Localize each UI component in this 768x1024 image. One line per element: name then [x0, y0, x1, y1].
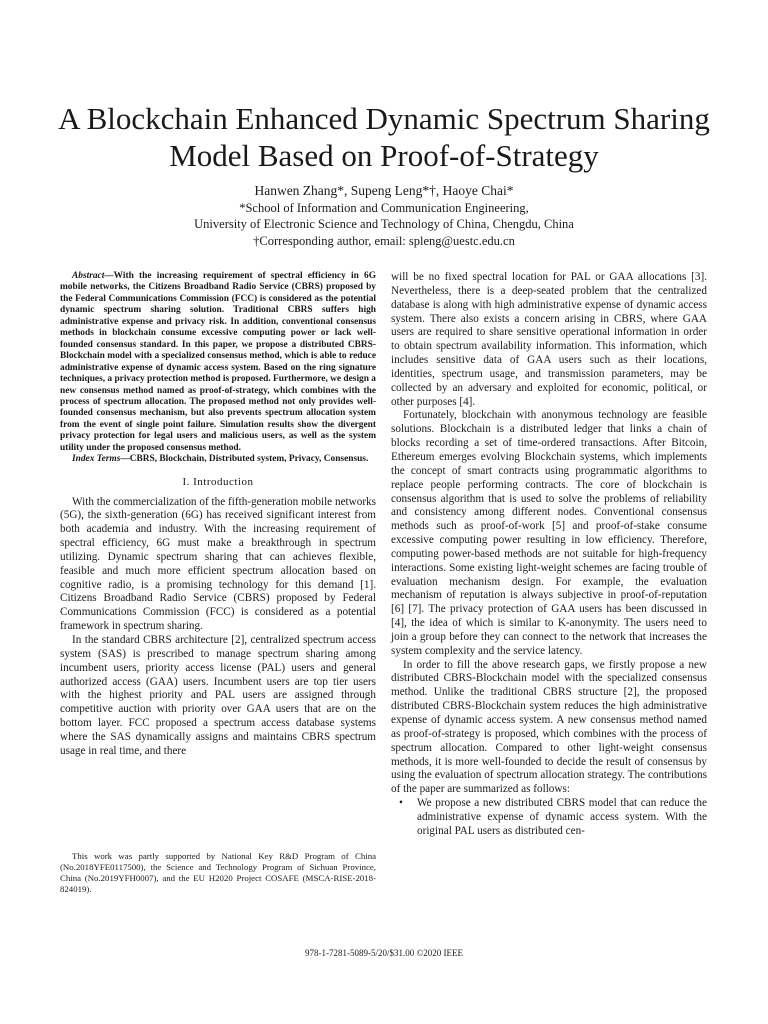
affiliation-line-2: University of Electronic Science and Technology of China, Chengdu, China — [194, 217, 574, 231]
right-column — [391, 271, 707, 839]
left-column — [60, 271, 376, 759]
copyright-footer: 978-1-7281-5089-5/20/$31.00 ©2020 IEEE — [304, 948, 464, 958]
intro-paragraph-2: In the standard CBRS architecture [2], centralized spectrum access system (SAS) is prescribed to manage spectrum sharing among incumbent users, priority access license (PAL) users and general authorized access (GAA) users. Incumbent users are top tier users with the highest priority and PAL users are assigned through competitive auction with priority over GAA users that are on the bottom layer. FCC proposed a spectrum access database systems where the SAS dynamically assigns and maintains CBRS spectrum usage in real time, and there — [60, 633, 376, 757]
author-names: Hanwen Zhang*, Supeng Leng*†, Haoye Chai* — [254, 183, 514, 198]
bullet-icon: • — [399, 797, 403, 810]
intro-paragraph-3: Fortunately, blockchain with anonymous technology are feasible solutions. Blockchain is a distributed ledger that links a chain of blocks recording a set of time-ordered transactions. After Bitcoin, Ethereum emerges evolving Blockchain systems, which implements the concept of smart contracts using programmatic algorithms to replace people performing contracts. The core of blockchain is consensus algorithm that is used to solve the problems of reliability and consistency among different nodes. Conventional consensus methods such as proof-of-work [5] and proof-of-stake consume excessive computing power resulting in low efficiency. Therefore, computing power-based methods are not suitable for high-frequency interactions. Some existing light-weight schemes are facing trouble of evaluation mechanism design. For example, the evaluation mechanism of reputation is always subjective in proof-of-reputation [6] [7]. The privacy protection of GAA users has been discussed in [4], the idea of which is similar to K-anonymity. The users need to join a group before they can connect to the network that increases the system complexity and the service latency. — [391, 409, 707, 657]
section-heading-introduction: I. Introduction — [182, 475, 254, 488]
paper-title — [40, 100, 728, 174]
contribution-1: We propose a new distributed CBRS model that can reduce the administrative expense of dynamic access system. With the original PAL users as distributed cen- — [417, 797, 707, 837]
title-line-2: Model Based on Proof-of-Strategy — [169, 138, 599, 173]
index-terms-text: —CBRS, Blockchain, Distributed system, Privacy, Consensus. — [120, 454, 369, 465]
abstract-label: Abstract — [72, 271, 105, 281]
abstract — [60, 271, 376, 454]
intro-paragraph-1: With the commercialization of the fifth-generation mobile networks (5G), the sixth-generation (6G) has received significant interest from both academia and industry. With the increasing requirement of spectral efficiency, 6G must make a breakthrough in spectrum utilizing. Dynamic spectrum sharing that can achieves flexible, feasible and much more efficient spectrum allocation based on cognitive radio, is a promising technology for this demand [1]. Citizens Broadband Radio Service (CBRS) proposed by Federal Communications Commission (FCC) is considered as a potential framework in spectrum sharing. — [60, 495, 376, 633]
index-terms-label: Index Terms — [72, 454, 121, 465]
intro-paragraph-4: In order to fill the above research gaps, we firstly propose a new distributed CBRS-Blockchain model with the specialized consensus method. Unlike the traditional CBRS structure [2], the proposed distributed CBRS-Blockchain system reduces the high administrative expense of dynamic access system. A new consensus method named as proof-of-strategy is proposed, which combines with the process of spectrum allocation. Compared to other light-weight consensus methods, it is more well-founded to decide the result of consensus by using the evaluation of spectrum allocation strategy. The contributions of the paper are summarized as follows: — [391, 658, 707, 796]
index-terms — [60, 454, 376, 465]
author-block — [40, 183, 728, 249]
contributions-list — [391, 797, 707, 839]
list-item — [391, 797, 707, 839]
affiliation-line-1: *School of Information and Communication Engineering, — [239, 200, 529, 215]
title-line-1: A Blockchain Enhanced Dynamic Spectrum Sharing — [58, 101, 710, 136]
corresponding-author: †Corresponding author, email: spleng@uestc.edu.cn — [253, 233, 515, 248]
abstract-text: —With the increasing requirement of spectral efficiency in 6G mobile networks, the Citizens Broadband Radio Service (CBRS) proposed by the Federal Communications Commission (FCC) is considered as the potential dynamic spectrum sharing solution. Traditional CBRS suffers high administrative expense and privacy risk. In addition, conventional consensus methods in blockchain consume excessive computing power or lack well-founded consensus standard. In this paper, we propose a distributed CBRS-Blockchain model with a specialized consensus method, which is able to reduce administrative expense of dynamic access system. Based on the ring signature techniques, a privacy protection method is proposed. Furthermore, we design a new consensus method named as proof-of-strategy, which combines with the process of spectrum allocation. The proposed method not only provides well-founded consensus mechanism, but also prevents spectrum allocation system from the event of single point failure. Simulation results show the divergent privacy protection for legal users and malicious users, as well as the system utility under the proposed consensus method. — [60, 271, 376, 453]
funding-footnote: This work was partly supported by National Key R&D Program of China (No.2018YFE0117500), the Science and Technology Program of Sichuan Province, China (No.2019YFH0007), and the EU H2020 Project COSAFE (MSCA-RISE-2018-824019). — [60, 851, 376, 894]
intro-paragraph-2-continued: will be no fixed spectral location for PAL or GAA allocations [3]. Nevertheless, there is a deep-seated problem that the centralized database is along with high administrative expense of dynamic access system. There also exists a concern arising in CBRS, where GAA users are required to share sensitive operational information in order to obtain spectrum availability information. This information, which includes sensitive data of GAA users such as their locations, identities, spectrum usage, and transmission parameters, may be collected by an adversary and exploited for economic, political, or other purposes [4]. — [391, 271, 707, 408]
